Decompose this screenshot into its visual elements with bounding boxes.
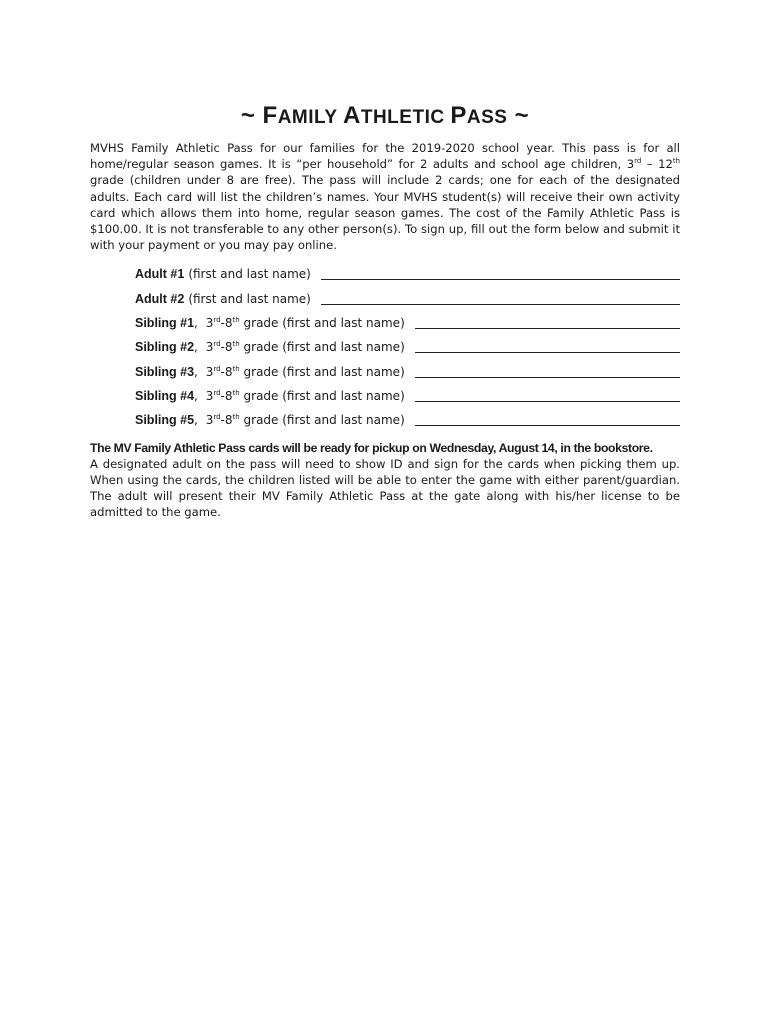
page-title: ~ FAMILY ATHLETIC PASS ~ [240, 102, 530, 129]
sibling-3-label: Sibling #3 [135, 364, 195, 379]
sibling-3-row: Sibling #3 , 3rd-8th grade (first and last name) [135, 365, 680, 389]
sibling-4-name-field[interactable] [415, 391, 680, 402]
sibling-5-description: 3rd-8th grade (first and last name) [205, 413, 405, 428]
adult-2-description: (first and last name) [188, 291, 311, 306]
adult-1-name-field[interactable] [321, 269, 680, 280]
sibling-1-label: Sibling #1 [135, 316, 195, 331]
adult-2-label: Adult #2 [135, 291, 185, 306]
adult-1-row [135, 267, 680, 291]
sibling-3-description: 3rd-8th grade (first and last name) [205, 364, 405, 379]
sibling-2-name-field[interactable] [415, 342, 680, 353]
sibling-4-row: Sibling #4 , 3rd-8th grade (first and last name) [135, 389, 680, 413]
sibling-2-description: 3rd-8th grade (first and last name) [205, 340, 405, 355]
sibling-3-name-field[interactable] [415, 367, 680, 378]
sibling-2-row: Sibling #2 , 3rd-8th grade (first and last name) [135, 340, 680, 364]
adult-2-name-field[interactable] [321, 294, 680, 305]
sibling-1-description: 3rd-8th grade (first and last name) [205, 316, 405, 331]
sibling-5-label: Sibling #5 [135, 413, 195, 428]
adult-1-description: (first and last name) [188, 267, 311, 282]
sibling-1-row: Sibling #1 , 3rd-8th grade (first and last name) [135, 316, 680, 340]
signup-form [135, 267, 680, 437]
closing-paragraph: A designated adult on the pass will need to show ID and sign for the cards when picking them up. When using the cards, the children listed will be able to enter the game with either parent/guardian. The adult will present their MV Family Athletic Pass at the gate along with his/her license to be admitted to the game. [90, 456, 680, 520]
sibling-5-name-field[interactable] [415, 415, 680, 426]
adult-2-row [135, 292, 680, 316]
sibling-5-row: Sibling #5 , 3rd-8th grade (first and last name) [135, 413, 680, 437]
document-page [90, 100, 680, 520]
sibling-4-label: Sibling #4 [135, 388, 195, 403]
pickup-notice: The MV Family Athletic Pass cards will be ready for pickup on Wednesday, August 14, in the bookstore. [90, 440, 653, 455]
sibling-4-description: 3rd-8th grade (first and last name) [205, 388, 405, 403]
adult-1-label: Adult #1 [135, 267, 185, 282]
sibling-2-label: Sibling #2 [135, 340, 195, 355]
intro-paragraph: MVHS Family Athletic Pass for our families for the 2019-2020 school year. This pass is for all home/regular season games. It is “per household” for 2 adults and school age children, 3rd – 12th grade (children under 8 are free). The pass will include 2 cards; one for each of the designated adults. Each card will list the children’s names. Your MVHS student(s) will receive their own activity card which allows them into home, regular season games. The cost of the Family Athletic Pass is $100.00. It is not transferable to any other person(s). To sign up, fill out the form below and submit it with your payment or you may pay online. [90, 141, 681, 253]
sibling-1-name-field[interactable] [415, 318, 680, 329]
